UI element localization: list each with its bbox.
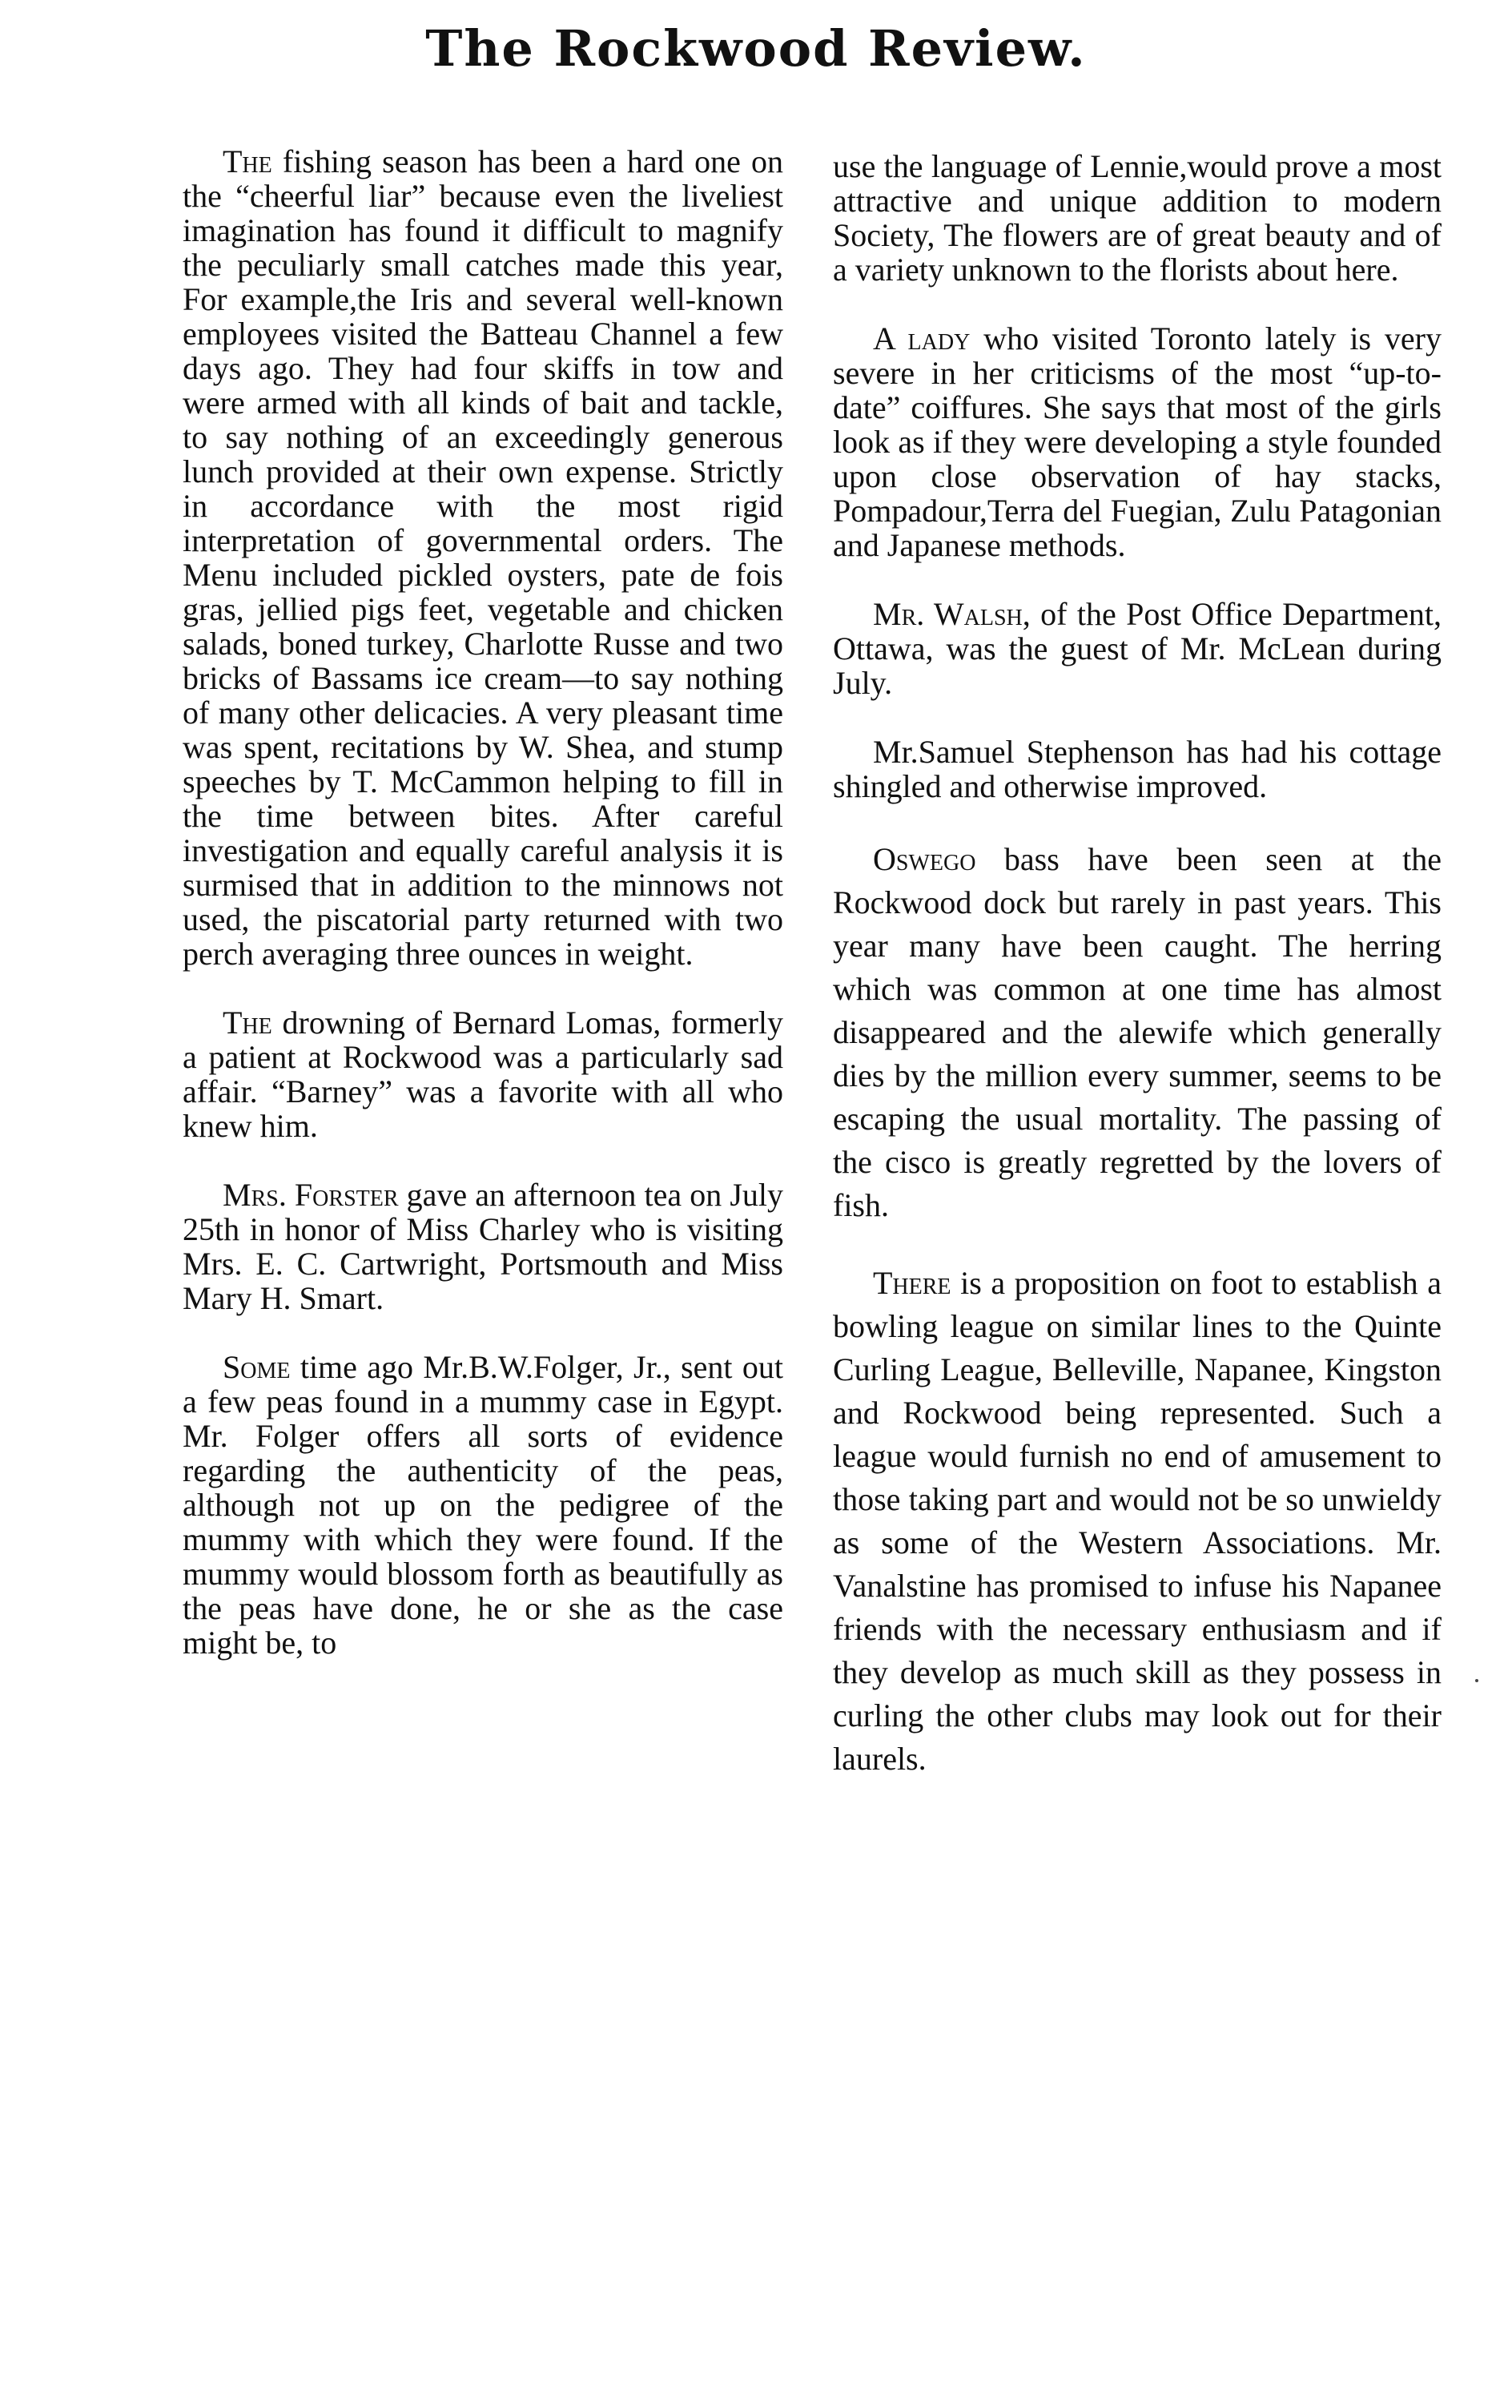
article-body: bass have been seen at the Rockwood dock but rarely in past years. This year many have been caught. The herring which was common at one time has almost disappeared and the alewife which generally dies by the million every summer, seems to be escaping the usual mortality. The passing of the cisco is greatly regretted by the lovers of fish. <box>833 841 1442 1223</box>
article-body: drowning of Bernard Lomas, formerly a patient at Rockwood was a particularly sad affair. “Barney” was a favorite with all who knew him. <box>183 1005 783 1144</box>
article-body: of the Post Office Department, Ottawa, was the guest of Mr. McLean during July. <box>833 596 1442 701</box>
article-stephenson-cottage <box>833 735 1442 803</box>
article-fishing-season <box>183 144 783 971</box>
article-lead: Some <box>223 1349 291 1385</box>
article-body: gave an afternoon tea on July 25th in honor of Miss Charley who is visiting Mrs. E. C. Cartwright, Portsmouth and Miss Mary H. Smart. <box>183 1177 783 1316</box>
masthead-title: The Rockwood Review. <box>425 19 1087 78</box>
article-mr-walsh <box>833 597 1442 700</box>
article-afternoon-tea <box>183 1178 783 1315</box>
article-body: is a proposition on foot to establish a bowling league on similar lines to the Quinte Curling League, Belleville, Napanee, Kingston and Rockwood being represented. Such a league would furnish no end of amusement to those taking part and would not be so unwieldy as some of the Western Associations. Mr. Vanalstine has promised to infuse his Napanee friends with the necessary enthusiasm and if they develop as much skill as they possess in curling the other clubs may look out for their laurels. <box>833 1265 1442 1777</box>
article-toronto-coiffures <box>833 321 1442 562</box>
article-lead: The <box>223 143 272 179</box>
article-mummy-peas <box>183 1350 783 1660</box>
article-body: fishing season has been a hard one on the “cheerful liar” because even the liveliest imagination has found it difficult to magnify the peculiarly small catches made this year, For example,the Iris and several well-known employees visited the Batteau Channel a few days ago. They had four skiffs in tow and were armed with all kinds of bait and tackle, to say nothing of an exceedingly generous lunch provided at their own expense. Strictly in accordance with the most rigid interpretation of governmental orders. The Menu included pickled oysters, pate de fois gras, jellied pigs feet, vegetable and chicken salads, boned turkey, Charlotte Russe and two bricks of Bassams ice cream—to say nothing of many other delicacies. A very pleasant time was spent, recitations by W. Shea, and stump speeches by T. McCammon helping to fill in the time between bites. After careful investigation and equally careful analysis it is surmised that in addition to the minnows not used, the piscatorial party returned with two perch averaging three ounces in weight. <box>183 143 783 972</box>
article-body: time ago Mr.B.W.Folger, Jr., sent out a few peas found in a mummy case in Egypt. Mr. Folger offers all sorts of evidence regarding the authenticity of the peas, although not up on the pedigree of the mummy with which they were found. If the mummy would blossom forth as beautifully as the peas have done, he or she as the case might be, to <box>183 1349 783 1661</box>
article-lead: Mr. Walsh, <box>873 596 1031 632</box>
article-lead: There <box>873 1265 951 1301</box>
right-column <box>833 149 1442 1815</box>
article-drowning <box>183 1005 783 1143</box>
article-body: use the language of Lennie,would prove a most attractive and unique addition to modern Society, The flowers are of great beauty and of a variety unknown to the florists about here. <box>833 148 1442 288</box>
article-lead: Mrs. Forster <box>223 1177 399 1213</box>
article-bowling-league <box>833 1262 1442 1781</box>
article-body: who visited Toronto lately is very severe in her criticisms of the most “up-to-date” coiffures. She says that most of the girls look as if they were developing a style founded upon close observation of hay stacks, Pompadour,Terra del Fuegian, Zulu Patagonian and Japanese methods. <box>833 320 1442 563</box>
left-column <box>183 144 783 1694</box>
article-mummy-peas-continued <box>833 149 1442 287</box>
article-body: Mr.Samuel Stephenson has had his cottage shingled and otherwise improved. <box>833 734 1442 804</box>
article-oswego-bass <box>833 838 1442 1227</box>
article-lead: The <box>223 1005 272 1041</box>
stray-print-mark <box>1475 1679 1478 1682</box>
article-lead: Oswego <box>873 841 976 877</box>
article-lead: A lady <box>873 320 971 356</box>
